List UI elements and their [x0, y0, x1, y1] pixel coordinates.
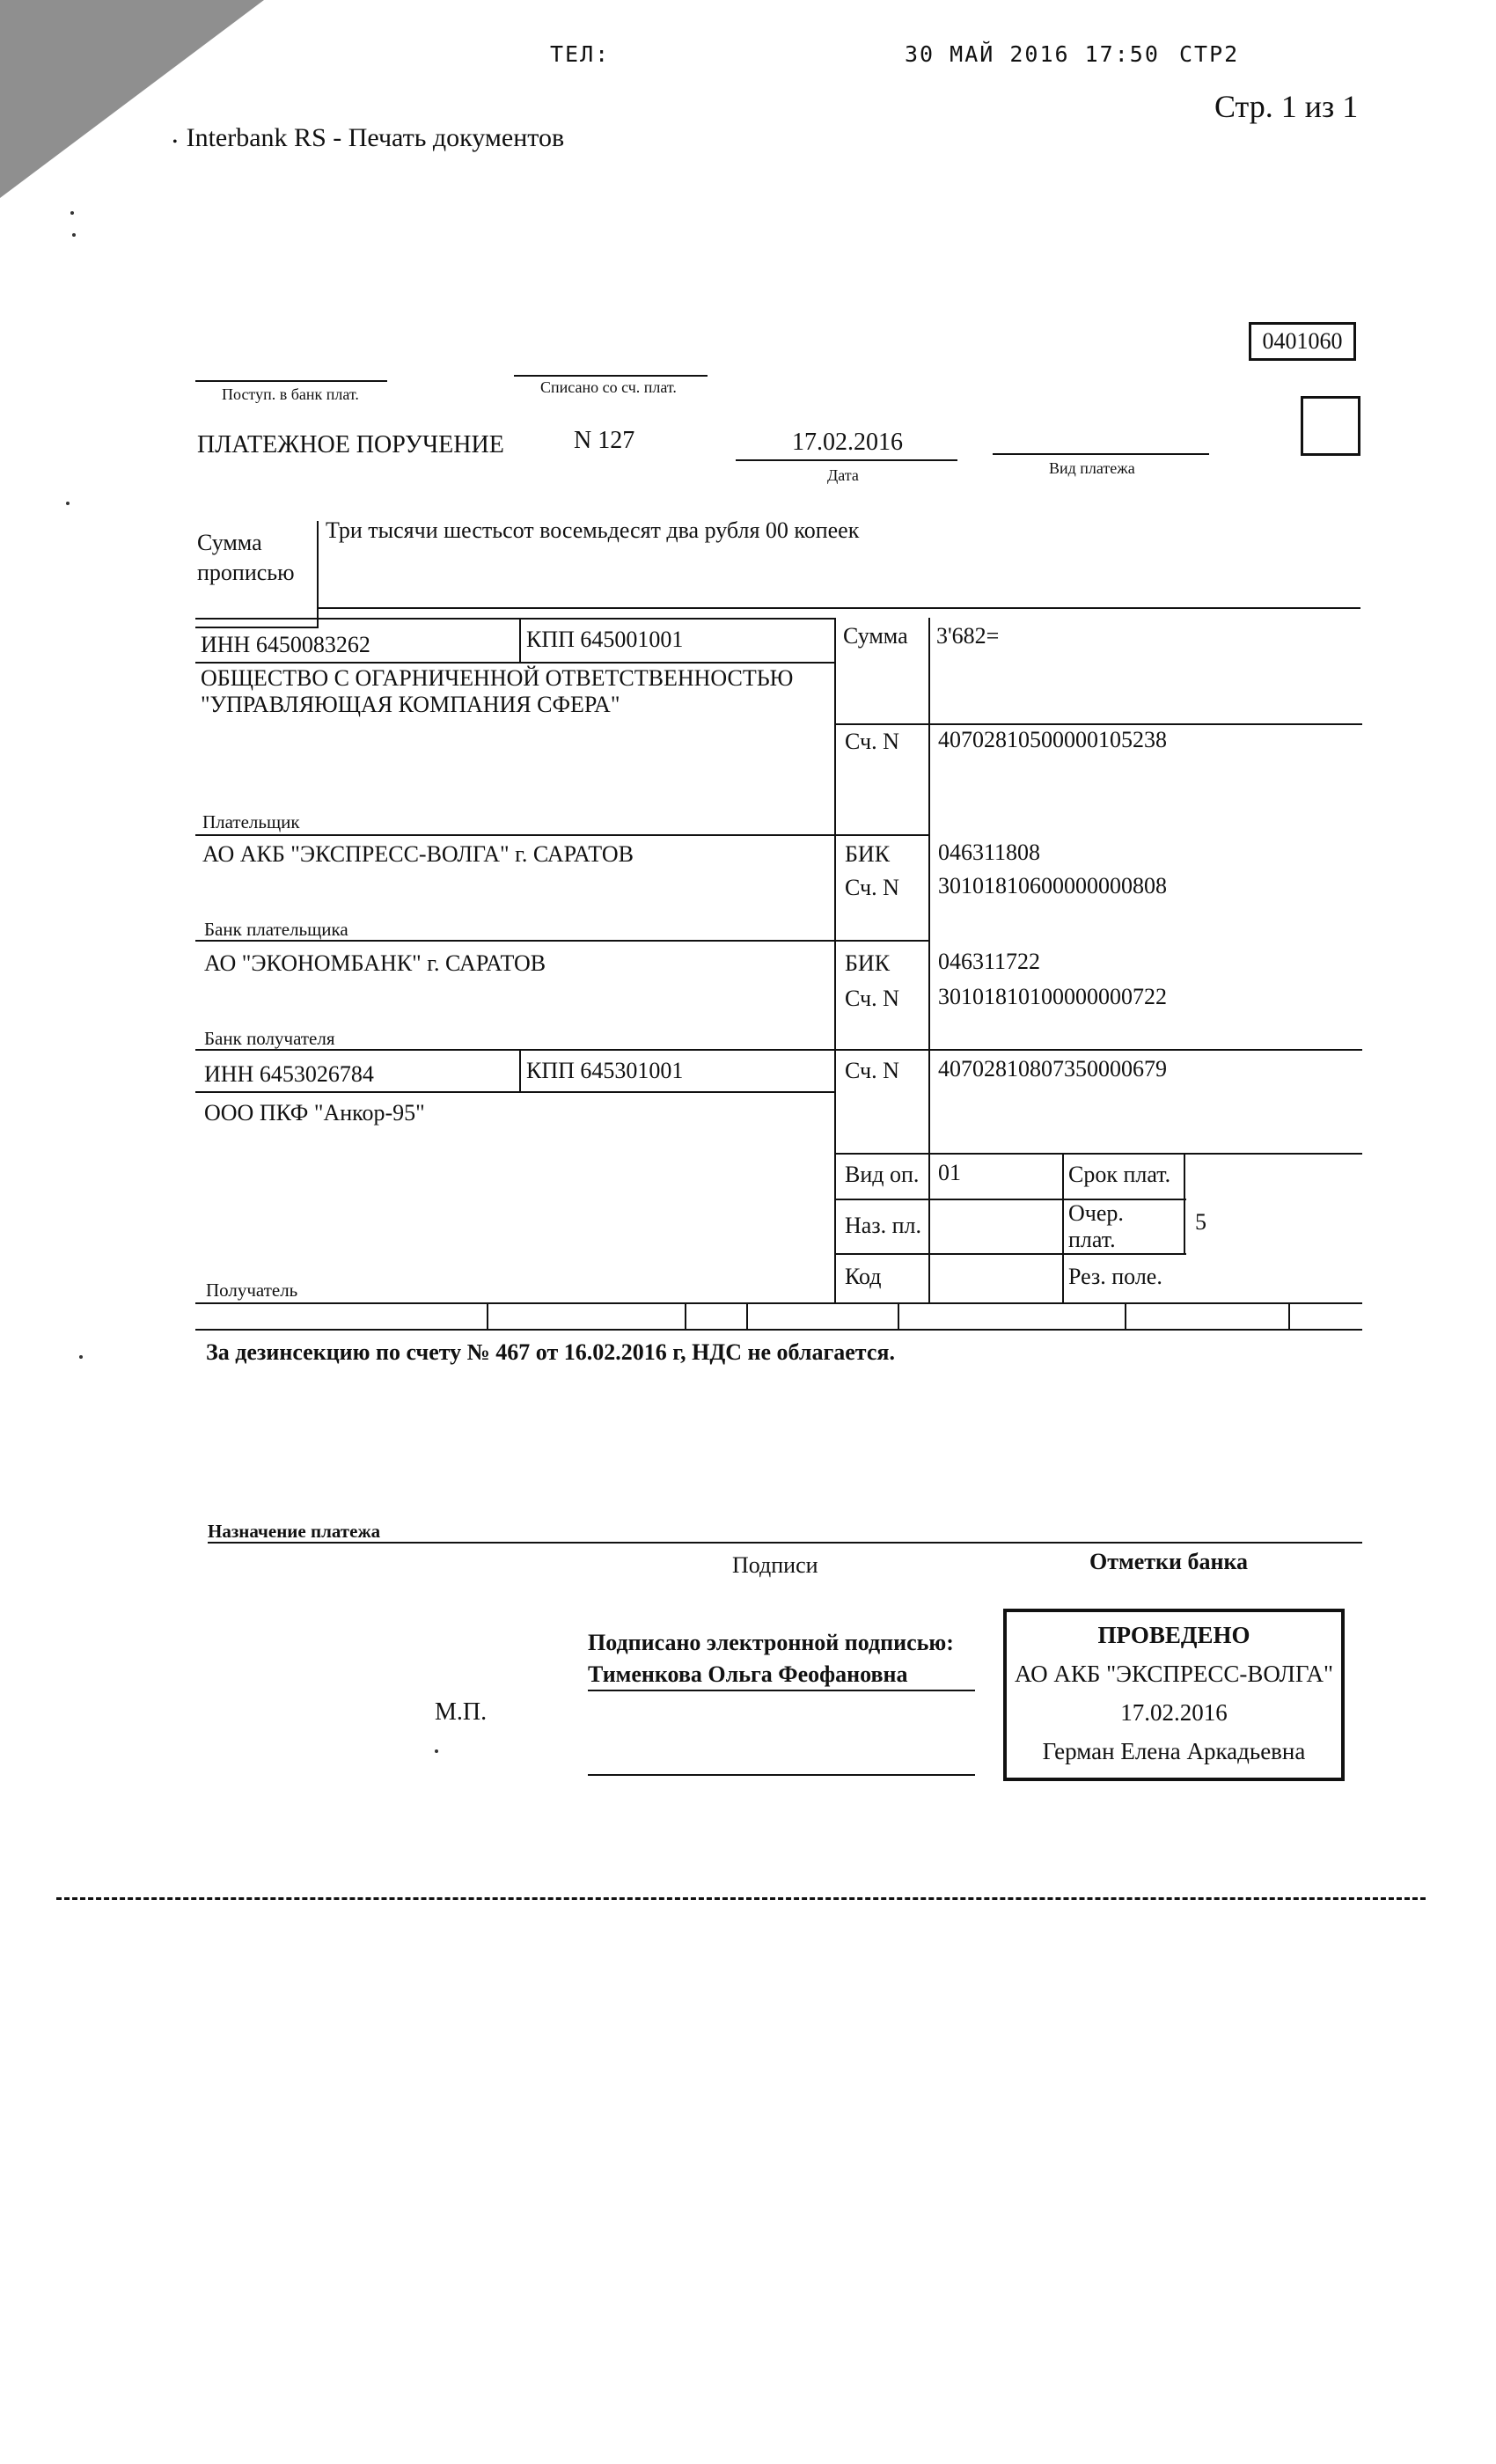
priority-value: 5	[1195, 1209, 1206, 1235]
recipient-account: 40702810807350000679	[938, 1056, 1167, 1082]
code-cell-3	[746, 1302, 748, 1329]
code-row-bottom-line	[195, 1329, 1362, 1331]
payer-name-line2: "УПРАВЛЯЮЩАЯ КОМПАНИЯ СФЕРА"	[201, 692, 620, 717]
scan-speck	[72, 233, 76, 237]
purpose-line	[208, 1542, 1362, 1544]
form-code: 0401060	[1249, 322, 1356, 361]
sum-words-left-bottom	[195, 627, 319, 628]
recipient-label: Получатель	[206, 1280, 298, 1301]
fax-datetime: 30 МАЙ 2016 17:50	[905, 41, 1160, 67]
recipient-corr-account: 30101810100000000722	[938, 984, 1167, 1009]
stamp-date: 17.02.2016	[1120, 1699, 1228, 1726]
code-cell-6	[1288, 1302, 1290, 1329]
sum-words-bottom	[317, 607, 1360, 609]
payment-kind-line	[993, 453, 1209, 455]
recipient-inn: ИНН 6453026784	[204, 1061, 374, 1087]
document-title: ПЛАТЕЖНОЕ ПОРУЧЕНИЕ	[197, 431, 504, 458]
code-cell-4	[898, 1302, 899, 1329]
signature-line1: Подписано электронной подписью:	[588, 1630, 954, 1655]
scan-corner-shadow	[0, 0, 264, 198]
recipient-bik: 046311722	[938, 949, 1041, 974]
bank-stamp	[1003, 1609, 1345, 1781]
sum-label: Сумма	[843, 623, 908, 649]
recipient-kpp: КПП 645301001	[526, 1058, 684, 1083]
debited-line	[514, 375, 708, 377]
date-line	[736, 459, 957, 461]
recipient-name: ООО ПКФ "Анкор-95"	[204, 1100, 425, 1126]
payer-name-line1: ОБЩЕСТВО С ОГАРНИЧЕННОЙ ОТВЕТСТВЕННОСТЬЮ	[201, 665, 794, 691]
priority-label: Очер. плат.	[1068, 1200, 1124, 1252]
payer-bik: 046311808	[938, 840, 1041, 865]
payer-bottom-line	[195, 834, 928, 836]
scan-speck	[435, 1749, 438, 1753]
received-bank-label: Поступ. в банк плат.	[222, 385, 359, 403]
payer-bank-name: АО АКБ "ЭКСПРЕСС-ВОЛГА" г. САРАТОВ	[202, 841, 634, 867]
recipient-bank-name: АО "ЭКОНОМБАНК" г. САРАТОВ	[204, 950, 546, 976]
reserve-label: Рез. поле.	[1068, 1264, 1162, 1289]
right-column-divider	[928, 618, 930, 1304]
date-label: Дата	[827, 466, 859, 484]
payer-kpp-divider	[519, 618, 521, 662]
scan-speck	[70, 211, 74, 215]
payment-kind-label: Вид платежа	[1049, 459, 1135, 477]
page-counter: Стр. 1 из 1	[1214, 89, 1359, 124]
code-cell-5	[1125, 1302, 1126, 1329]
payer-kpp: КПП 645001001	[526, 627, 684, 652]
code-label: Код	[845, 1264, 882, 1289]
stamp-bank: АО АКБ "ЭКСПРЕСС-ВОЛГА"	[1014, 1661, 1334, 1687]
op-low-line	[834, 1253, 1186, 1255]
op-right-divider	[1184, 1153, 1185, 1253]
signature-line-2	[588, 1774, 975, 1776]
document-date: 17.02.2016	[792, 429, 903, 456]
op-type-value: 01	[938, 1160, 961, 1185]
recipient-corr-label: Сч. N	[845, 986, 899, 1011]
payer-corr-label: Сч. N	[845, 875, 899, 900]
op-type-label: Вид оп.	[845, 1162, 920, 1187]
payer-bik-label: БИК	[845, 841, 891, 867]
scan-speck	[79, 1355, 83, 1359]
sum-words-divider	[317, 521, 319, 628]
code-cell-1	[487, 1302, 488, 1329]
signatures-label: Подписи	[732, 1552, 818, 1578]
amount: 3'682=	[936, 623, 1000, 649]
recipient-bik-label: БИК	[845, 950, 891, 976]
main-column-divider	[834, 618, 836, 1304]
sum-bottom-line	[834, 723, 1362, 725]
inn-bottom-line	[195, 662, 834, 664]
payer-corr-account: 30101810600000000808	[938, 873, 1167, 898]
scan-speck	[66, 502, 70, 505]
purpose-label: Назначение платежа	[208, 1521, 381, 1542]
stamp-officer: Герман Елена Аркадьевна	[1042, 1738, 1306, 1764]
stamp-place-label: М.П.	[435, 1698, 488, 1726]
fax-page: СТР2	[1179, 41, 1240, 67]
fax-tel-label: ТЕЛ:	[550, 41, 611, 67]
system-title: • Interbank RS - Печать документов	[172, 123, 565, 152]
signature-line-1	[588, 1690, 975, 1691]
bank-marks-label: Отметки банка	[1089, 1549, 1249, 1574]
payer-bank-label: Банк плательщика	[204, 919, 348, 940]
recipient-inn-bottom-line	[195, 1091, 834, 1093]
stamp-title: ПРОВЕДЕНО	[1097, 1622, 1250, 1648]
debited-label: Списано со сч. плат.	[540, 378, 677, 396]
payer-account-label: Сч. N	[845, 729, 899, 754]
payer-account: 40702810500000105238	[938, 727, 1167, 752]
recipient-bank-bottom-line	[195, 1049, 1362, 1051]
received-line	[195, 380, 387, 382]
op-top-line	[834, 1153, 1362, 1155]
recipient-kpp-divider	[519, 1049, 521, 1091]
payment-purpose-text: За дезинсекцию по счету № 467 от 16.02.2016 г, НДС не облагается.	[206, 1339, 895, 1365]
payer-inn: ИНН 6450083262	[201, 632, 370, 657]
payer-top-line	[195, 618, 834, 620]
recipient-bottom-line	[195, 1302, 1362, 1304]
signature-line2: Тименкова Ольга Феофановна	[588, 1661, 908, 1687]
bottom-separator	[56, 1897, 1426, 1900]
code-cell-2	[685, 1302, 686, 1329]
recipient-account-label: Сч. N	[845, 1058, 899, 1083]
sum-words-label: Сумма прописью	[197, 530, 295, 585]
empty-box	[1301, 396, 1360, 456]
op-middle-divider	[1062, 1153, 1064, 1304]
amount-in-words: Три тысячи шестьсот восемьдесят два рубля 00 копеек	[326, 517, 860, 543]
document-number: N 127	[574, 427, 635, 454]
pay-term-label: Срок плат.	[1068, 1162, 1171, 1187]
payer-label: Плательщик	[202, 811, 300, 832]
recipient-bank-label: Банк получателя	[204, 1028, 335, 1049]
purpose-code-label: Наз. пл.	[845, 1213, 921, 1238]
